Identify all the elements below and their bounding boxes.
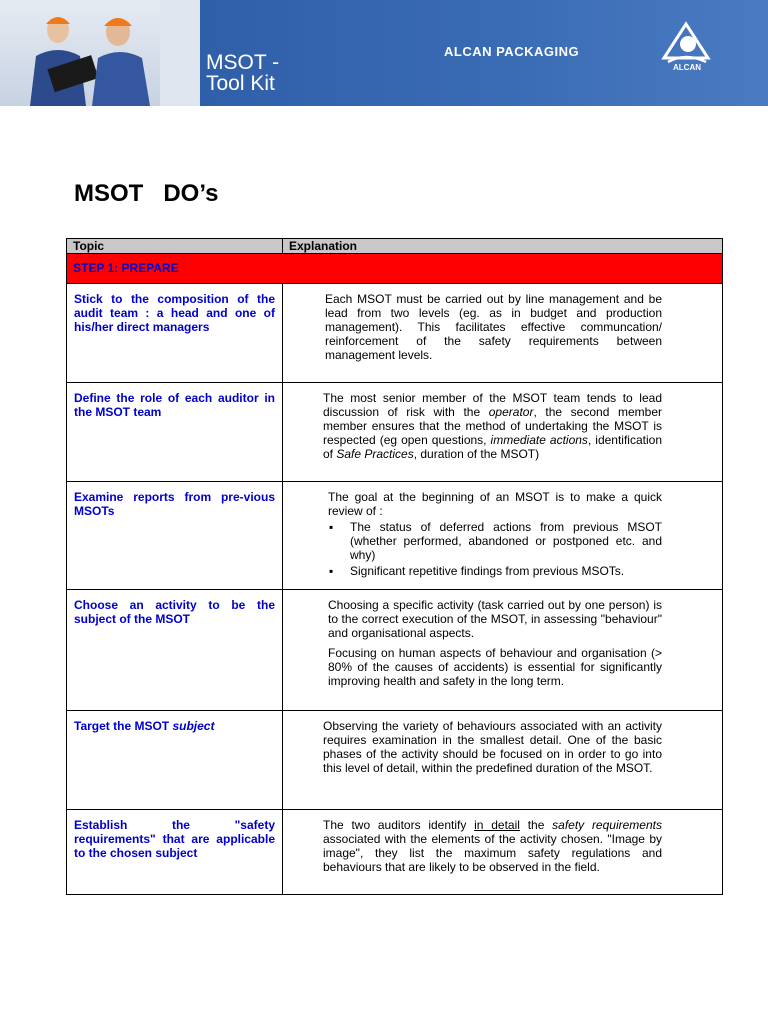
text-run: The two auditors identify [323, 818, 475, 832]
row-explanation [283, 590, 722, 710]
row-explanation [283, 711, 722, 809]
text-run: , duration of the MSOT) [413, 447, 540, 461]
header-banner [0, 0, 768, 106]
table-row [67, 383, 722, 482]
text-emphasis: operator [488, 405, 534, 419]
text-emphasis: subject [172, 719, 215, 733]
row-explanation [283, 284, 722, 382]
row-topic: Choose an activity to be the subject of the MSOT [67, 590, 283, 710]
kit-title [206, 52, 279, 94]
row-topic: Examine reports from pre-vious MSOTs [67, 482, 283, 589]
table-header [67, 239, 722, 254]
text-run: associated with the elements of the activity chosen. "Image by image", they list the maximum safety regulations and behaviours that are likely to be observed in the field. [323, 832, 662, 874]
table-row [67, 810, 722, 894]
row-topic: Stick to the composition of the audit team : a head and one of his/her direct managers [67, 284, 283, 382]
text-emphasis: Safe Practices [336, 447, 414, 461]
explanation-text: Each MSOT must be carried out by line management and be lead from two levels (eg. as in budget and production management). This facilitates effective communcation/ reinforcement of the safety requirements between management levels. [325, 292, 662, 362]
explanation-text [323, 818, 662, 874]
column-header-explanation: Explanation [289, 239, 358, 253]
row-topic: Establish the "safety requirements" that are applicable to the chosen subject [67, 810, 283, 894]
step-heading: STEP 1: PREPARE [67, 254, 722, 284]
row-topic [67, 711, 283, 809]
text-run: , identification of [323, 433, 662, 461]
explanation-text: Choosing a specific activity (task carried out by one person) is to the correct execution of the MSOT, in assessing "behaviour" and organisational aspects. [328, 598, 662, 640]
explanation-text: Focusing on human aspects of behaviour and organisation (> 80% of the causes of accidents) is essential for significantly improving health and safety in the long term. [328, 646, 662, 688]
title-band [200, 0, 768, 106]
column-header-topic: Topic [67, 239, 283, 253]
text-run: Target the MSOT [74, 719, 173, 733]
text-underline: in detail [474, 818, 520, 832]
row-explanation [283, 810, 722, 894]
list-item: ▪ Significant repetitive findings from previous MSOTs. [328, 564, 662, 578]
workers-photo [0, 0, 200, 106]
explanation-text: Observing the variety of behaviours associated with an activity requires examination in the smallest detail. One of the basic phases of the activity should be focused on in order to go into this level of detail, within the predefined duration of the MSOT. [323, 719, 662, 775]
list-item: ▪ The status of deferred actions from previous MSOT (whether performed, abandoned or postponed etc. and why) [328, 520, 662, 562]
row-explanation [283, 482, 722, 589]
table-row [67, 284, 722, 383]
page-title: MSOT DO’s [74, 180, 219, 207]
kit-title-line2: Tool Kit [206, 72, 275, 95]
text-emphasis: immediate actions [490, 433, 588, 447]
table-row [67, 590, 722, 711]
text-emphasis: safety requirements [552, 818, 662, 832]
row-topic: Define the role of each auditor in the MSOT team [67, 383, 283, 481]
text-run: , the second member member ensures that the method of undertaking the MSOT is respected (eg open questions, [323, 405, 662, 447]
table-row [67, 482, 722, 590]
text-run: The most senior member of the MSOT team tends to lead discussion of risk with the [323, 391, 662, 419]
logo-text: ALCAN [673, 63, 701, 72]
row-explanation [283, 383, 722, 481]
table-row [67, 711, 722, 810]
text-run: the [519, 818, 553, 832]
explanation-intro: The goal at the beginning of an MSOT is to make a quick review of : [328, 490, 662, 518]
explanation-text [323, 391, 662, 461]
kit-title-line1: MSOT - [206, 51, 280, 74]
explanation-list [328, 520, 662, 578]
brand-name: ALCAN PACKAGING [444, 44, 580, 59]
dos-table [66, 238, 723, 895]
